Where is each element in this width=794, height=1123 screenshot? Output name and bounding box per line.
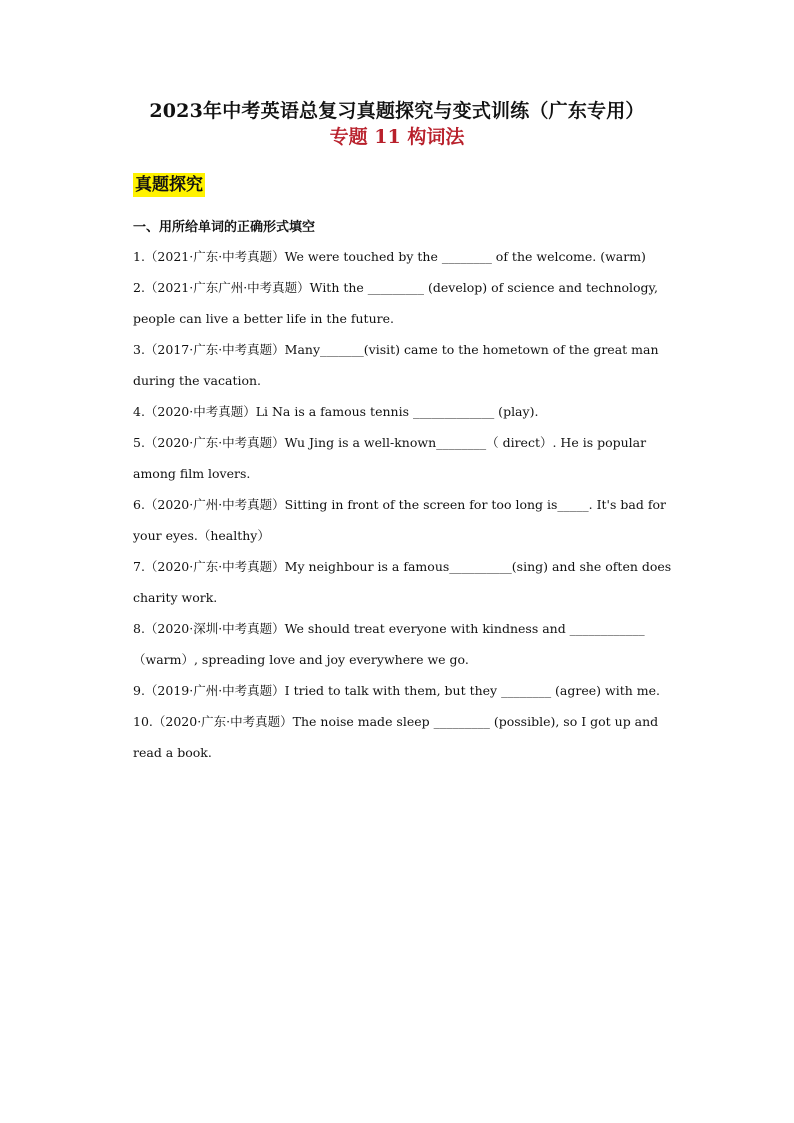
question-item: [133, 613, 663, 675]
question-item: [133, 272, 663, 334]
question-item: [133, 675, 663, 706]
question-text: 1.（2021·广东·中考真题）We were touched by the ________ of the welcome. (warm): [133, 249, 646, 264]
question-text: 5.（2020·广东·中考真题）Wu Jing is a well-known________（ direct）. He is popular: [133, 435, 647, 450]
question-item: [133, 396, 663, 427]
question-item: [133, 706, 663, 768]
question-text: 7.（2020·广东·中考真题）My neighbour is a famous__________(sing) and she often does: [133, 559, 672, 574]
question-item: [133, 427, 663, 489]
document-subtitle: 专题 11 构词法: [329, 126, 465, 148]
section-heading: 真题探究: [135, 175, 203, 195]
question-text: 10.（2020·广东·中考真题）The noise made sleep _________ (possible), so I got up and: [133, 714, 659, 729]
question-list: [133, 241, 672, 768]
question-text: 8.（2020·深圳·中考真题）We should treat everyone with kindness and ____________: [133, 621, 645, 636]
question-text: 6.（2020·广州·中考真题）Sitting in front of the screen for too long is_____. It's bad for: [133, 497, 666, 512]
question-text-continued: （warm）, spreading love and joy everywhere we go.: [133, 652, 469, 667]
question-text: 3.（2017·广东·中考真题）Many_______(visit) came to the hometown of the great man: [133, 342, 659, 357]
question-item: [133, 489, 666, 551]
question-item: [133, 241, 663, 272]
question-text-continued: among film lovers.: [133, 466, 251, 481]
question-text-continued: during the vacation.: [133, 373, 262, 388]
question-item: [133, 551, 672, 613]
question-item: [133, 334, 663, 396]
part-heading: 一、用所给单词的正确形式填空: [133, 220, 316, 235]
question-text-continued: charity work.: [133, 590, 218, 605]
question-text-continued: your eyes.（healthy）: [133, 528, 270, 543]
question-text: 2.（2021·广东广州·中考真题）With the _________ (develop) of science and technology,: [133, 280, 658, 295]
question-text: 9.（2019·广州·中考真题）I tried to talk with them, but they ________ (agree) with me.: [133, 683, 660, 698]
document-title: 2023年中考英语总复习真题探究与变式训练（广东专用）: [149, 100, 645, 122]
question-text: 4.（2020·中考真题）Li Na is a famous tennis _____________ (play).: [133, 404, 539, 419]
question-text-continued: people can live a better life in the future.: [133, 311, 394, 326]
question-text-continued: read a book.: [133, 745, 212, 760]
